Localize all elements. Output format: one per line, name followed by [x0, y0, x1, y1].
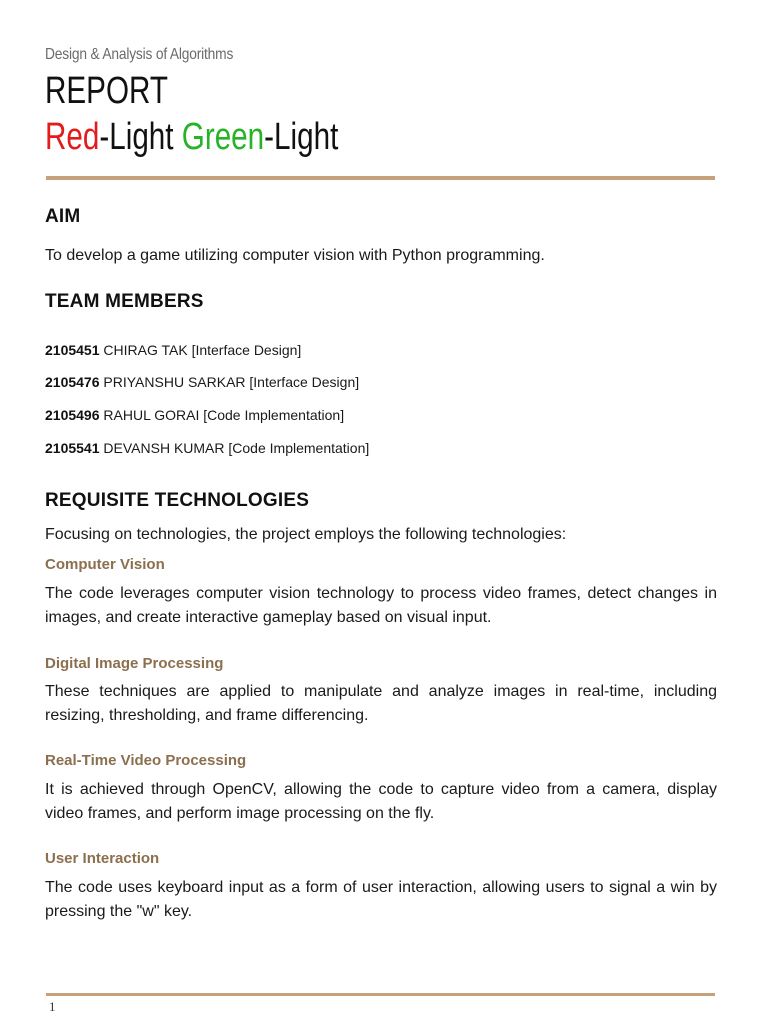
team-heading: TEAM MEMBERS — [45, 291, 204, 312]
technologies-intro: Focusing on technologies, the project employs the following technologies: — [45, 526, 567, 543]
tech-title-image-processing: Digital Image Processing — [45, 655, 224, 672]
page-number: 1 — [49, 999, 56, 1014]
tech-text-image-processing: These techniques are applied to manipulate and analyze images in real-time, including resizing, thresholding, and frame differencing. — [45, 683, 717, 724]
member-id: 2105541 — [45, 440, 100, 456]
technologies-heading: REQUISITE TECHNOLOGIES — [45, 490, 310, 511]
tech-title-user-interaction: User Interaction — [45, 850, 160, 867]
member-id: 2105451 — [45, 342, 100, 358]
member-name: DEVANSH KUMAR [Code Implementation] — [103, 440, 370, 456]
tech-title-computer-vision: Computer Vision — [45, 556, 165, 573]
title-green-word: Green — [181, 116, 265, 158]
member-id: 2105496 — [45, 407, 100, 423]
tech-text-video-processing: It is achieved through OpenCV, allowing the code to capture video from a camera, display video frames, and perform image processing on the fly. — [45, 781, 717, 822]
tech-text-computer-vision: The code leverages computer vision technology to process video frames, detect changes in images, and create interactive gameplay based on visual input. — [45, 585, 717, 626]
title-light-word-1: -Light — [99, 116, 182, 158]
member-id: 2105476 — [45, 374, 100, 390]
member-name: PRIYANSHU SARKAR [Interface Design] — [103, 374, 360, 390]
team-member — [45, 440, 369, 456]
course-name: Design & Analysis of Algorithms — [45, 46, 234, 63]
report-title: REPORT — [45, 70, 168, 112]
title-light-word-2: -Light — [264, 116, 339, 158]
tech-title-video-processing: Real-Time Video Processing — [45, 752, 247, 769]
project-title — [45, 114, 338, 160]
header-divider — [46, 176, 715, 180]
team-member — [45, 407, 344, 423]
team-member — [45, 374, 359, 390]
member-name: CHIRAG TAK [Interface Design] — [103, 342, 302, 358]
tech-text-user-interaction: The code uses keyboard input as a form of user interaction, allowing users to signal a win by pressing the "w" key. — [45, 879, 717, 920]
title-red-word: Red — [45, 116, 100, 158]
footer-divider — [46, 993, 715, 996]
member-name: RAHUL GORAI [Code Implementation] — [103, 407, 345, 423]
aim-text: To develop a game utilizing computer vision with Python programming. — [45, 247, 545, 264]
aim-heading: AIM — [45, 206, 81, 227]
team-member — [45, 342, 301, 358]
